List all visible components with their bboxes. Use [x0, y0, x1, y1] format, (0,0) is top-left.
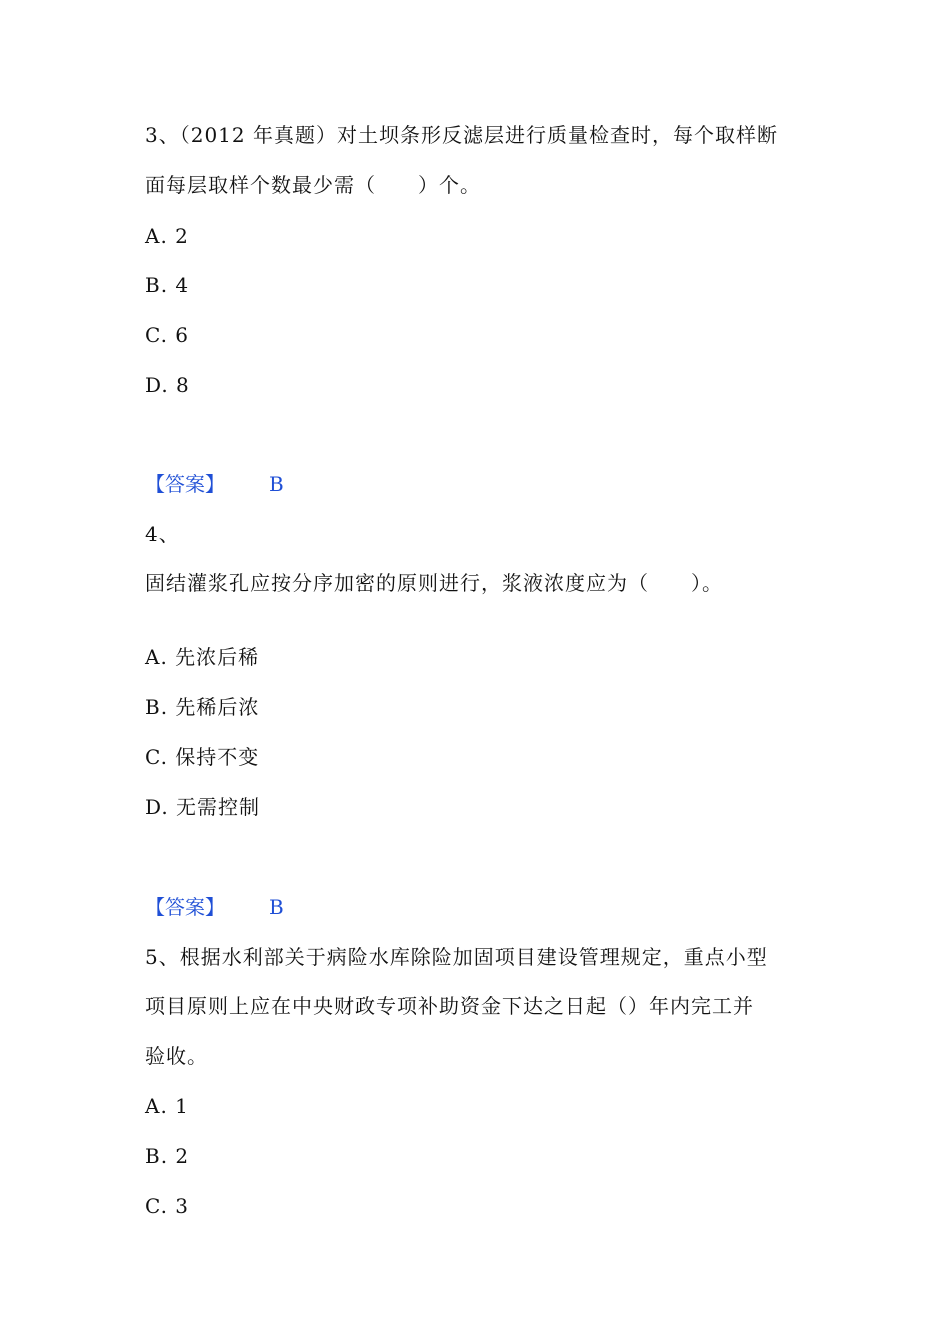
q3-option-d: D. 8	[145, 373, 190, 397]
q5-stem-line-1: 5、根据水利部关于病险水库除险加固项目建设管理规定，重点小型	[145, 945, 768, 969]
q4-number: 4、	[145, 522, 180, 546]
q3-stem-line-1: 3、（2012 年真题）对土坝条形反滤层进行质量检查时，每个取样断	[145, 123, 778, 147]
q4-option-b: B. 先稀后浓	[145, 695, 260, 719]
q3-answer-value: B	[269, 472, 284, 496]
q3-answer	[145, 470, 284, 498]
q4-option-c: C. 保持不变	[145, 745, 260, 769]
q5-stem-line-3: 验收。	[145, 1044, 208, 1068]
q4-stem: 固结灌浆孔应按分序加密的原则进行，浆液浓度应为（ ）。	[145, 571, 723, 595]
q5-stem-line-2: 项目原则上应在中央财政专项补助资金下达之日起（）年内完工并	[145, 994, 754, 1018]
q4-answer-label: 【答案】	[145, 895, 225, 919]
q4-option-a: A. 先浓后稀	[145, 645, 260, 669]
q5-option-c: C. 3	[145, 1194, 190, 1218]
q5-option-a: A. 1	[145, 1094, 189, 1118]
q4-answer	[145, 893, 284, 921]
q4-option-d: D. 无需控制	[145, 795, 261, 819]
q4-answer-value: B	[269, 895, 284, 919]
q3-stem-line-2: 面每层取样个数最少需（ ）个。	[145, 173, 481, 197]
q3-option-c: C. 6	[145, 323, 190, 347]
q3-option-a: A. 2	[145, 224, 189, 248]
q3-answer-label: 【答案】	[145, 472, 225, 496]
q3-option-b: B. 4	[145, 273, 190, 297]
q5-option-b: B. 2	[145, 1144, 190, 1168]
